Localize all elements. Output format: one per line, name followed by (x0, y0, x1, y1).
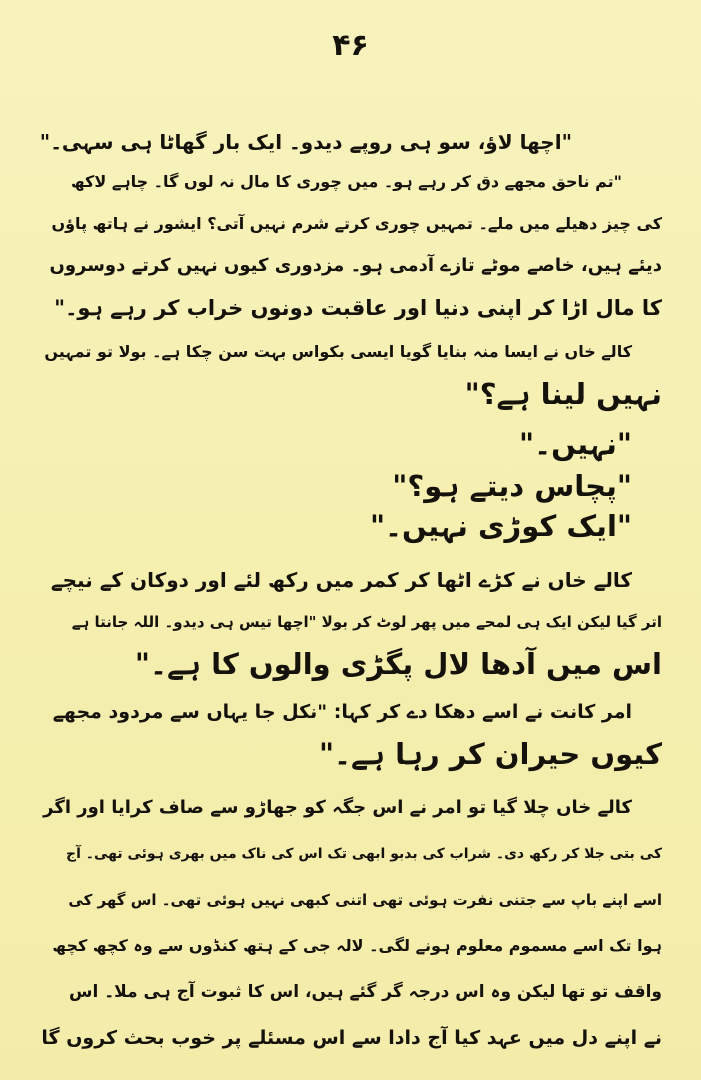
text-line: کی بتی جلا کر رکھ دی۔ شراب کی بدبو ابھی تک اس کی ناک میں بھری ہوئی تھی۔ آج (65, 846, 662, 862)
text-line: کالے خاں نے ایسا منہ بنایا گویا ایسی بکواس بہت سن چکا ہے۔ بولا تو تمہیں (44, 342, 632, 361)
text-line: کی چیز دھیلے میں ملے۔ تمہیں چوری کرتے شرم نہیں آتی؟ ایشور نے ہاتھ پاؤں (51, 214, 662, 233)
text-line: ہوا تک اسے مسموم معلوم ہونے لگی۔ لالہ جی کے ہتھ کنڈوں سے وہ کچھ کچھ (52, 936, 662, 955)
text-line: نہیں لینا ہے؟" (464, 377, 662, 411)
page-number: ۴۶ (332, 28, 369, 63)
text-line: "نہیں۔" (518, 427, 632, 461)
text-line: اتر گیا لیکن ایک ہی لمحے میں پھر لوٹ کر بولا "اچھا تیس ہی دیدو۔ اللہ جانتا ہے (71, 613, 662, 631)
text-line: اس میں آدھا لال پگڑی والوں کا ہے۔" (134, 647, 662, 681)
text-line: کیوں حیران کر رہا ہے۔" (318, 737, 662, 771)
text-line: "ایک کوڑی نہیں۔" (369, 509, 632, 543)
text-line: اسے اپنے باپ سے جتنی نفرت ہوئی تھی اتنی کبھی نہیں ہوئی تھی۔ اس گھر کی (68, 891, 662, 909)
text-line: واقف تو تھا لیکن وہ اس درجہ گر گئے ہیں، اس کا ثبوت آج ہی ملا۔ اس (69, 982, 662, 1002)
text-line: دیئے ہیں، خاصے موٹے تازے آدمی ہو۔ مزدوری کیوں نہیں کرتے دوسروں (49, 255, 662, 276)
text-line: کالے خاں چلا گیا تو امر نے اس جگہ کو جھاڑو سے صاف کرایا اور اگر (43, 797, 632, 818)
text-line: "اچھا لاؤ، سو ہی روپے دیدو۔ ایک بار گھاٹا ہی سہی۔" (39, 130, 572, 154)
text-line: کا مال اڑا کر اپنی دنیا اور عاقبت دونوں خراب کر رہے ہو۔" (54, 296, 662, 320)
text-line: امر کانت نے اسے دھکا دے کر کہا: "نکل جا یہاں سے مردود مجھے (52, 701, 632, 723)
text-line: "پچاس دیتے ہو؟" (392, 469, 632, 503)
text-line: نے اپنے دل میں عہد کیا آج دادا سے اس مسئلے پر خوب بحث کروں گا (41, 1027, 662, 1049)
text-line: "تم ناحق مجھے دق کر رہے ہو۔ میں چوری کا مال نہ لوں گا۔ چاہے لاکھ (70, 172, 622, 191)
text-line: کالے خاں نے کڑے اٹھا کر کمر میں رکھ لئے اور دوکان کے نیچے (50, 568, 632, 592)
